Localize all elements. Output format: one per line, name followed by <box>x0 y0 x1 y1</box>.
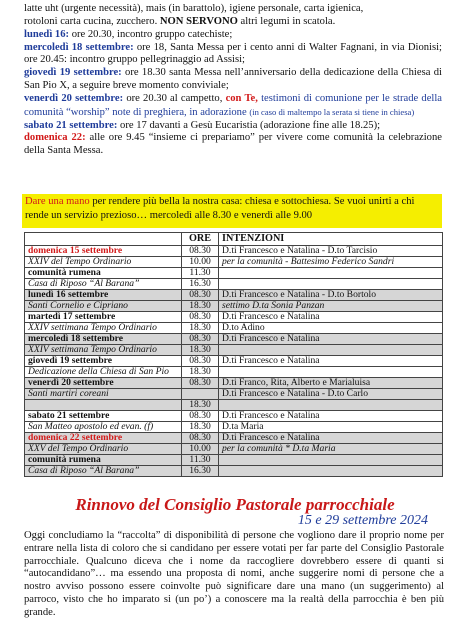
intention-cell: D.ti Francesco e Natalina <box>219 356 443 367</box>
table-row <box>25 312 443 323</box>
intention-cell: D.ti Franco, Rita, Alberto e Marialuisa <box>219 378 443 389</box>
day-cell: venerdì 20 settembre <box>25 378 182 389</box>
table-row <box>25 323 443 334</box>
table-row <box>25 290 443 301</box>
time-cell: 18.30 <box>182 422 219 433</box>
mass-schedule-table <box>24 232 443 477</box>
table-row <box>25 345 443 356</box>
time-cell: 08.30 <box>182 312 219 323</box>
intention-cell <box>219 279 443 290</box>
time-cell: 08.30 <box>182 411 219 422</box>
day-cell: domenica 22 settembre <box>25 433 182 444</box>
time-cell: 08.30 <box>182 290 219 301</box>
intention-cell <box>219 367 443 378</box>
day-cell: sabato 21 settembre <box>25 411 182 422</box>
time-cell: 16.30 <box>182 279 219 290</box>
event-wednesday: mercoledì 18 settembre: ore 18, Santa Messa per i cento anni di Walter Fagnani, in via Dionisi; ore 20.45: incontro gruppo pellegrinaggio ad Assisi; <box>24 41 442 66</box>
day-cell: XXIV del Tempo Ordinario <box>25 257 182 268</box>
time-cell <box>182 389 219 400</box>
intention-cell: D.ti Francesco e Natalina - D.to Carlo <box>219 389 443 400</box>
time-cell: 11.30 <box>182 455 219 466</box>
day-cell: comunità rumena <box>25 268 182 279</box>
time-cell: 18.30 <box>182 301 219 312</box>
day-cell: mercoledì 18 settembre <box>25 334 182 345</box>
time-cell: 08.30 <box>182 378 219 389</box>
table-row <box>25 268 443 279</box>
table-header <box>25 233 443 246</box>
intention-cell: per la comunità * D.ta Maria <box>219 444 443 455</box>
day-cell: Santi Cornelio e Cipriano <box>25 301 182 312</box>
day-cell: Casa di Riposo “Al Barana” <box>25 279 182 290</box>
table-row <box>25 301 443 312</box>
table-row <box>25 356 443 367</box>
time-cell: 10.00 <box>182 444 219 455</box>
event-saturday: sabato 21 settembre: ore 17 davanti a Gesù Eucaristia (adorazione fine alle 18.25); <box>24 119 381 131</box>
time-cell: 08.30 <box>182 334 219 345</box>
table-row <box>25 411 443 422</box>
intention-cell <box>219 400 443 411</box>
time-cell: 18.30 <box>182 367 219 378</box>
day-cell: San Matteo apostolo ed evan. (f) <box>25 422 182 433</box>
day-cell: domenica 15 settembre <box>25 246 182 257</box>
event-thursday: giovedì 19 settembre: ore 18.30 santa Messa nell’anniversario della dedicazione della Chiesa di San Pio X, a seguire breve momento conviviale; <box>24 67 442 92</box>
intention-cell: D.ta Maria <box>219 422 443 433</box>
intention-cell <box>219 455 443 466</box>
intention-cell <box>219 345 443 356</box>
table-row <box>25 466 443 477</box>
table-row <box>25 334 443 345</box>
table-row <box>25 378 443 389</box>
intention-cell: D.ti Francesco e Natalina <box>219 312 443 323</box>
intention-cell <box>219 268 443 279</box>
day-cell: XXIV settimana Tempo Ordinario <box>25 323 182 334</box>
intention-cell: D.ti Francesco e Natalina <box>219 411 443 422</box>
intention-cell: settimo D.ta Sonia Panzan <box>219 301 443 312</box>
time-cell: 08.30 <box>182 433 219 444</box>
day-cell: lunedì 16 settembre <box>25 290 182 301</box>
time-cell: 18.30 <box>182 400 219 411</box>
event-sunday: domenica 22: alle ore 9.45 “insieme ci prepariamo” per vivere come comunità la celebrazione della Santa Messa. <box>24 132 442 157</box>
table-row <box>25 455 443 466</box>
intention-cell: D.ti Francesco e Natalina - D.to Tarcisio <box>219 246 443 257</box>
header-day <box>25 233 182 246</box>
day-cell: XXV del Tempo Ordinario <box>25 444 182 455</box>
consiglio-title: Rinnovo del Consiglio Pastorale parrocchiale <box>75 495 395 514</box>
time-cell: 11.30 <box>182 268 219 279</box>
table-row <box>25 422 443 433</box>
time-cell: 16.30 <box>182 466 219 477</box>
intro-text: latte uht (urgente necessità), mais (in barattolo), igiene personale, carta igienica, rotoloni carta cucina, zucchero. NON SERVONO altri legumi in scatola. <box>24 3 364 27</box>
intention-cell: D.ti Francesco e Natalina <box>219 433 443 444</box>
intention-cell: per la comunità - Battesimo Federico Sandri <box>219 257 443 268</box>
table-row <box>25 389 443 400</box>
table-row <box>25 444 443 455</box>
event-monday: lunedì 16: ore 20.30, incontro gruppo catechiste; <box>24 28 233 40</box>
table-row <box>25 279 443 290</box>
intention-cell: D.ti Francesco e Natalina <box>219 334 443 345</box>
time-cell: 08.30 <box>182 246 219 257</box>
time-cell: 18.30 <box>182 323 219 334</box>
intention-cell: D.ti Francesco e Natalina - D.to Bortolo <box>219 290 443 301</box>
table-row <box>25 367 443 378</box>
day-cell: XXIV settimana Tempo Ordinario <box>25 345 182 356</box>
header-intenzioni: INTENZIONI <box>219 233 443 246</box>
day-cell: Santi martiri coreani <box>25 389 182 400</box>
event-friday: venerdì 20 settembre: ore 20.30 al campetto, con Te, testimoni di comunione per le strade della comunità “worship” note di preghiera, in adorazione (in caso di maltempo la serata si tiene in chiesa) <box>24 92 443 118</box>
table-row <box>25 433 443 444</box>
day-cell: Casa di Riposo “Al Barana” <box>25 466 182 477</box>
table-row <box>25 246 443 257</box>
table-row <box>25 400 443 411</box>
day-cell: Dedicazione della Chiesa di San Pio <box>25 367 182 378</box>
day-cell: comunità rumena <box>25 455 182 466</box>
day-cell <box>25 400 182 411</box>
intention-cell: D.to Adino <box>219 323 443 334</box>
help-callout: Dare una mano per rendere più bella la nostra casa: chiesa e sottochiesa. Se vuoi unirti a chi rende un servizio prezioso… mercoledì alle 8.30 e venerdì alle 9.00 <box>22 194 442 228</box>
announcements <box>24 3 442 158</box>
day-cell: martedì 17 settembre <box>25 312 182 323</box>
day-cell: giovedì 19 settembre <box>25 356 182 367</box>
time-cell: 18.30 <box>182 345 219 356</box>
intention-cell <box>219 466 443 477</box>
table-row <box>25 257 443 268</box>
time-cell: 10.00 <box>182 257 219 268</box>
header-ore: ORE <box>182 233 219 246</box>
time-cell: 08.30 <box>182 356 219 367</box>
consiglio-dates: 15 e 29 settembre 2024 <box>297 513 428 528</box>
consiglio-paragraph: Oggi concludiamo la “raccolta” di disponibilità di persone che vogliono dare il proprio nome per entrare nella lista di coloro che si candidano per essere votati per far parte del Consiglio Pastorale parrocchiale. Qualcuno diceva che i nome da raccogliere dovrebbero essere di quanti si “autocandidano”… ma essendo una proposta di nomi, anche suggerire nomi di persone che a nostro avviso possono essere coinvolte può significare dare una mano (un suggerimento) al parroco, visto che ho imparato si (un po’) a conoscere ma la realtà della parrocchia è ben più grande. <box>24 530 444 618</box>
